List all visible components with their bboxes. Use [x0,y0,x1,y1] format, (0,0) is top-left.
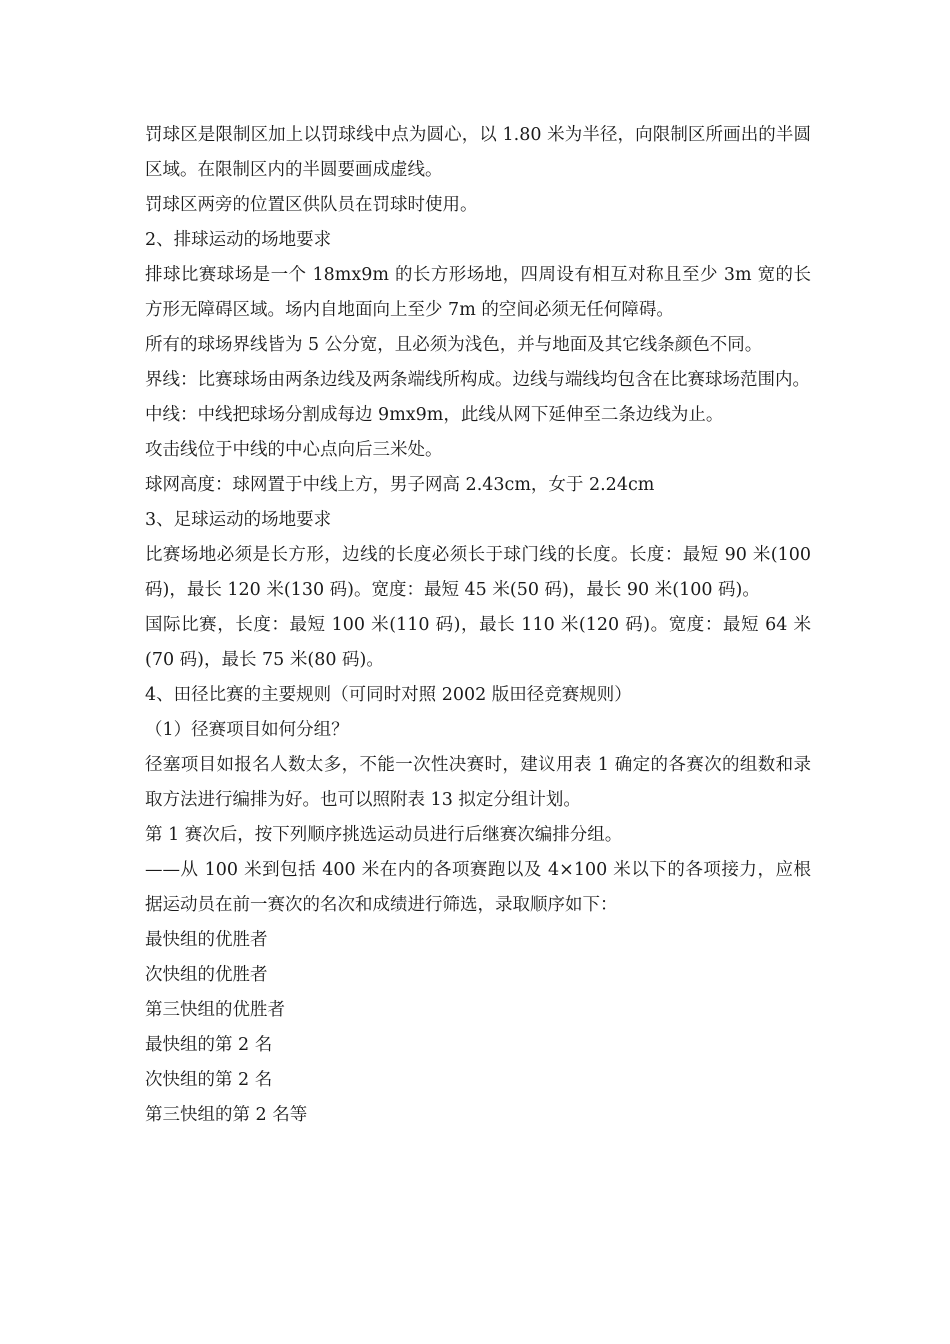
paragraph-track-heats: 径塞项目如报名人数太多，不能一次性决赛时，建议用表 1 确定的各赛次的组数和录取方法进行编排为好。也可以照附表 13 拟定分组计划。 [145,755,811,810]
paragraph-volleyball-court-size: 排球比赛球场是一个 18mx9m 的长方形场地，四周设有相互对称且至少 3m 宽的长方形无障碍区域。场内自地面向上至少 7m 的空间必须无任何障碍。 [145,265,811,320]
list-item: 次快组的优胜者 [145,965,268,985]
list-item: 第三快组的第 2 名等 [145,1105,308,1125]
document-body [145,118,811,1133]
paragraph-football-field-size: 比赛场地必须是长方形，边线的长度必须长于球门线的长度。长度：最短 90 米(100 码)，最长 120 米(130 码)。宽度：最短 45 米(50 码)，最长 90 米(100 码)。 [145,545,811,600]
paragraph-selection-rule: ——从 100 米到包括 400 米在内的各项赛跑以及 4×100 米以下的各项接力，应根据运动员在前一赛次的名次和成绩进行筛选，录取顺序如下： [145,860,811,915]
section-heading-volleyball: 2、排球运动的场地要求 [145,230,332,250]
list-item: 最快组的第 2 名 [145,1035,273,1055]
paragraph-volleyball-net-height: 球网高度：球网置于中线上方，男子网高 2.43cm，女于 2.24cm [145,475,655,495]
subheading-track-grouping: （1）径赛项目如何分组？ [145,720,349,740]
paragraph-football-international-size: 国际比赛，长度：最短 100 米(110 码)，最长 110 米(120 码)。宽度：最短 64 米(70 码)，最长 75 米(80 码)。 [145,615,811,670]
list-item: 第三快组的优胜者 [145,1000,285,1020]
paragraph-volleyball-line-width: 所有的球场界线皆为 5 公分宽，且必须为浅色，并与地面及其它线条颜色不同。 [145,335,763,355]
paragraph-volleyball-center-line: 中线：中线把球场分割成每边 9mx9m，此线从网下延伸至二条边线为止。 [145,405,724,425]
list-item: 最快组的优胜者 [145,930,268,950]
list-item: 次快组的第 2 名 [145,1070,273,1090]
section-heading-athletics: 4、田径比赛的主要规则（可同时对照 2002 版田径竞赛规则） [145,685,632,705]
section-heading-football: 3、足球运动的场地要求 [145,510,332,530]
paragraph-volleyball-attack-line: 攻击线位于中线的中心点向后三米处。 [145,440,443,460]
paragraph-free-throw-area: 罚球区是限制区加上以罚球线中点为圆心，以 1.80 米为半径，向限制区所画出的半圆区域。在限制区内的半圆要画成虚线。 [145,125,811,180]
paragraph-subsequent-rounds: 第 1 赛次后，按下列顺序挑选运动员进行后继赛次编排分组。 [145,825,623,845]
paragraph-free-throw-lane-spaces: 罚球区两旁的位置区供队员在罚球时使用。 [145,195,478,215]
paragraph-volleyball-boundary-lines: 界线：比赛球场由两条边线及两条端线所构成。边线与端线均包含在比赛球场范围内。 [145,370,810,390]
